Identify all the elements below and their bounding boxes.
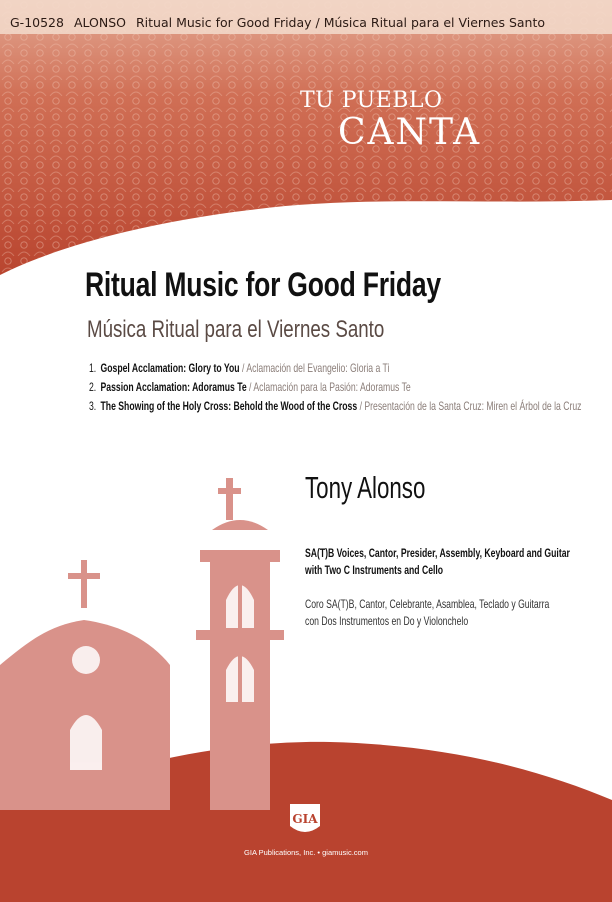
voicing-es-line: Coro SA(T)B, Cantor, Celebrante, Asamblea, Teclado y Guitarra [305,597,550,611]
piece-separator: / [246,380,254,394]
catalog-header [10,15,551,30]
voicing-en-line: with Two C Instruments and Cello [305,563,444,577]
publisher-line: GIA Publications, Inc. • giamusic.com [244,848,368,857]
piece-separator: / [239,361,247,375]
piece-title-en: The Showing of the Holy Cross: Behold the Wood of the Cross [100,399,358,413]
catalog-number: G-10528 [10,15,64,30]
piece-separator: / [357,399,365,413]
piece-title-en: Passion Acclamation: Adoramus Te [100,380,247,394]
piece-title-es: Presentación de la Santa Cruz: Miren el Árbol de la Cruz [364,399,582,413]
piece-item [89,380,411,394]
voicing-es-line: con Dos Instrumentos en Do y Violonchelo [305,614,469,628]
logo-text: GIA [292,812,318,826]
piece-item [89,399,581,413]
series-name-line1: TU PUEBLO [300,88,443,113]
composer-short: ALONSO [73,15,126,30]
piece-item [89,361,389,375]
church-illustration [0,470,300,902]
gia-logo [286,800,324,838]
piece-title-en: Gospel Acclamation: Glory to You [100,361,240,375]
piece-number: 2. [89,380,97,394]
page-title: Ritual Music for Good Friday [85,266,441,304]
piece-title-es: Aclamación para la Pasión: Adoramus Te [253,380,411,394]
piece-title-es: Aclamación del Evangelio: Gloria a Ti [246,361,390,375]
header-title: Ritual Music for Good Friday / Música Ritual para el Viernes Santo [135,15,546,30]
piece-number: 1. [89,361,97,375]
piece-number: 3. [89,399,97,413]
composer-name: Tony Alonso [305,470,426,505]
page-subtitle: Música Ritual para el Viernes Santo [87,316,385,343]
series-name-line2: CANTA [338,112,482,153]
voicing-en-line: SA(T)B Voices, Cantor, Presider, Assembly, Keyboard and Guitar [305,546,570,560]
